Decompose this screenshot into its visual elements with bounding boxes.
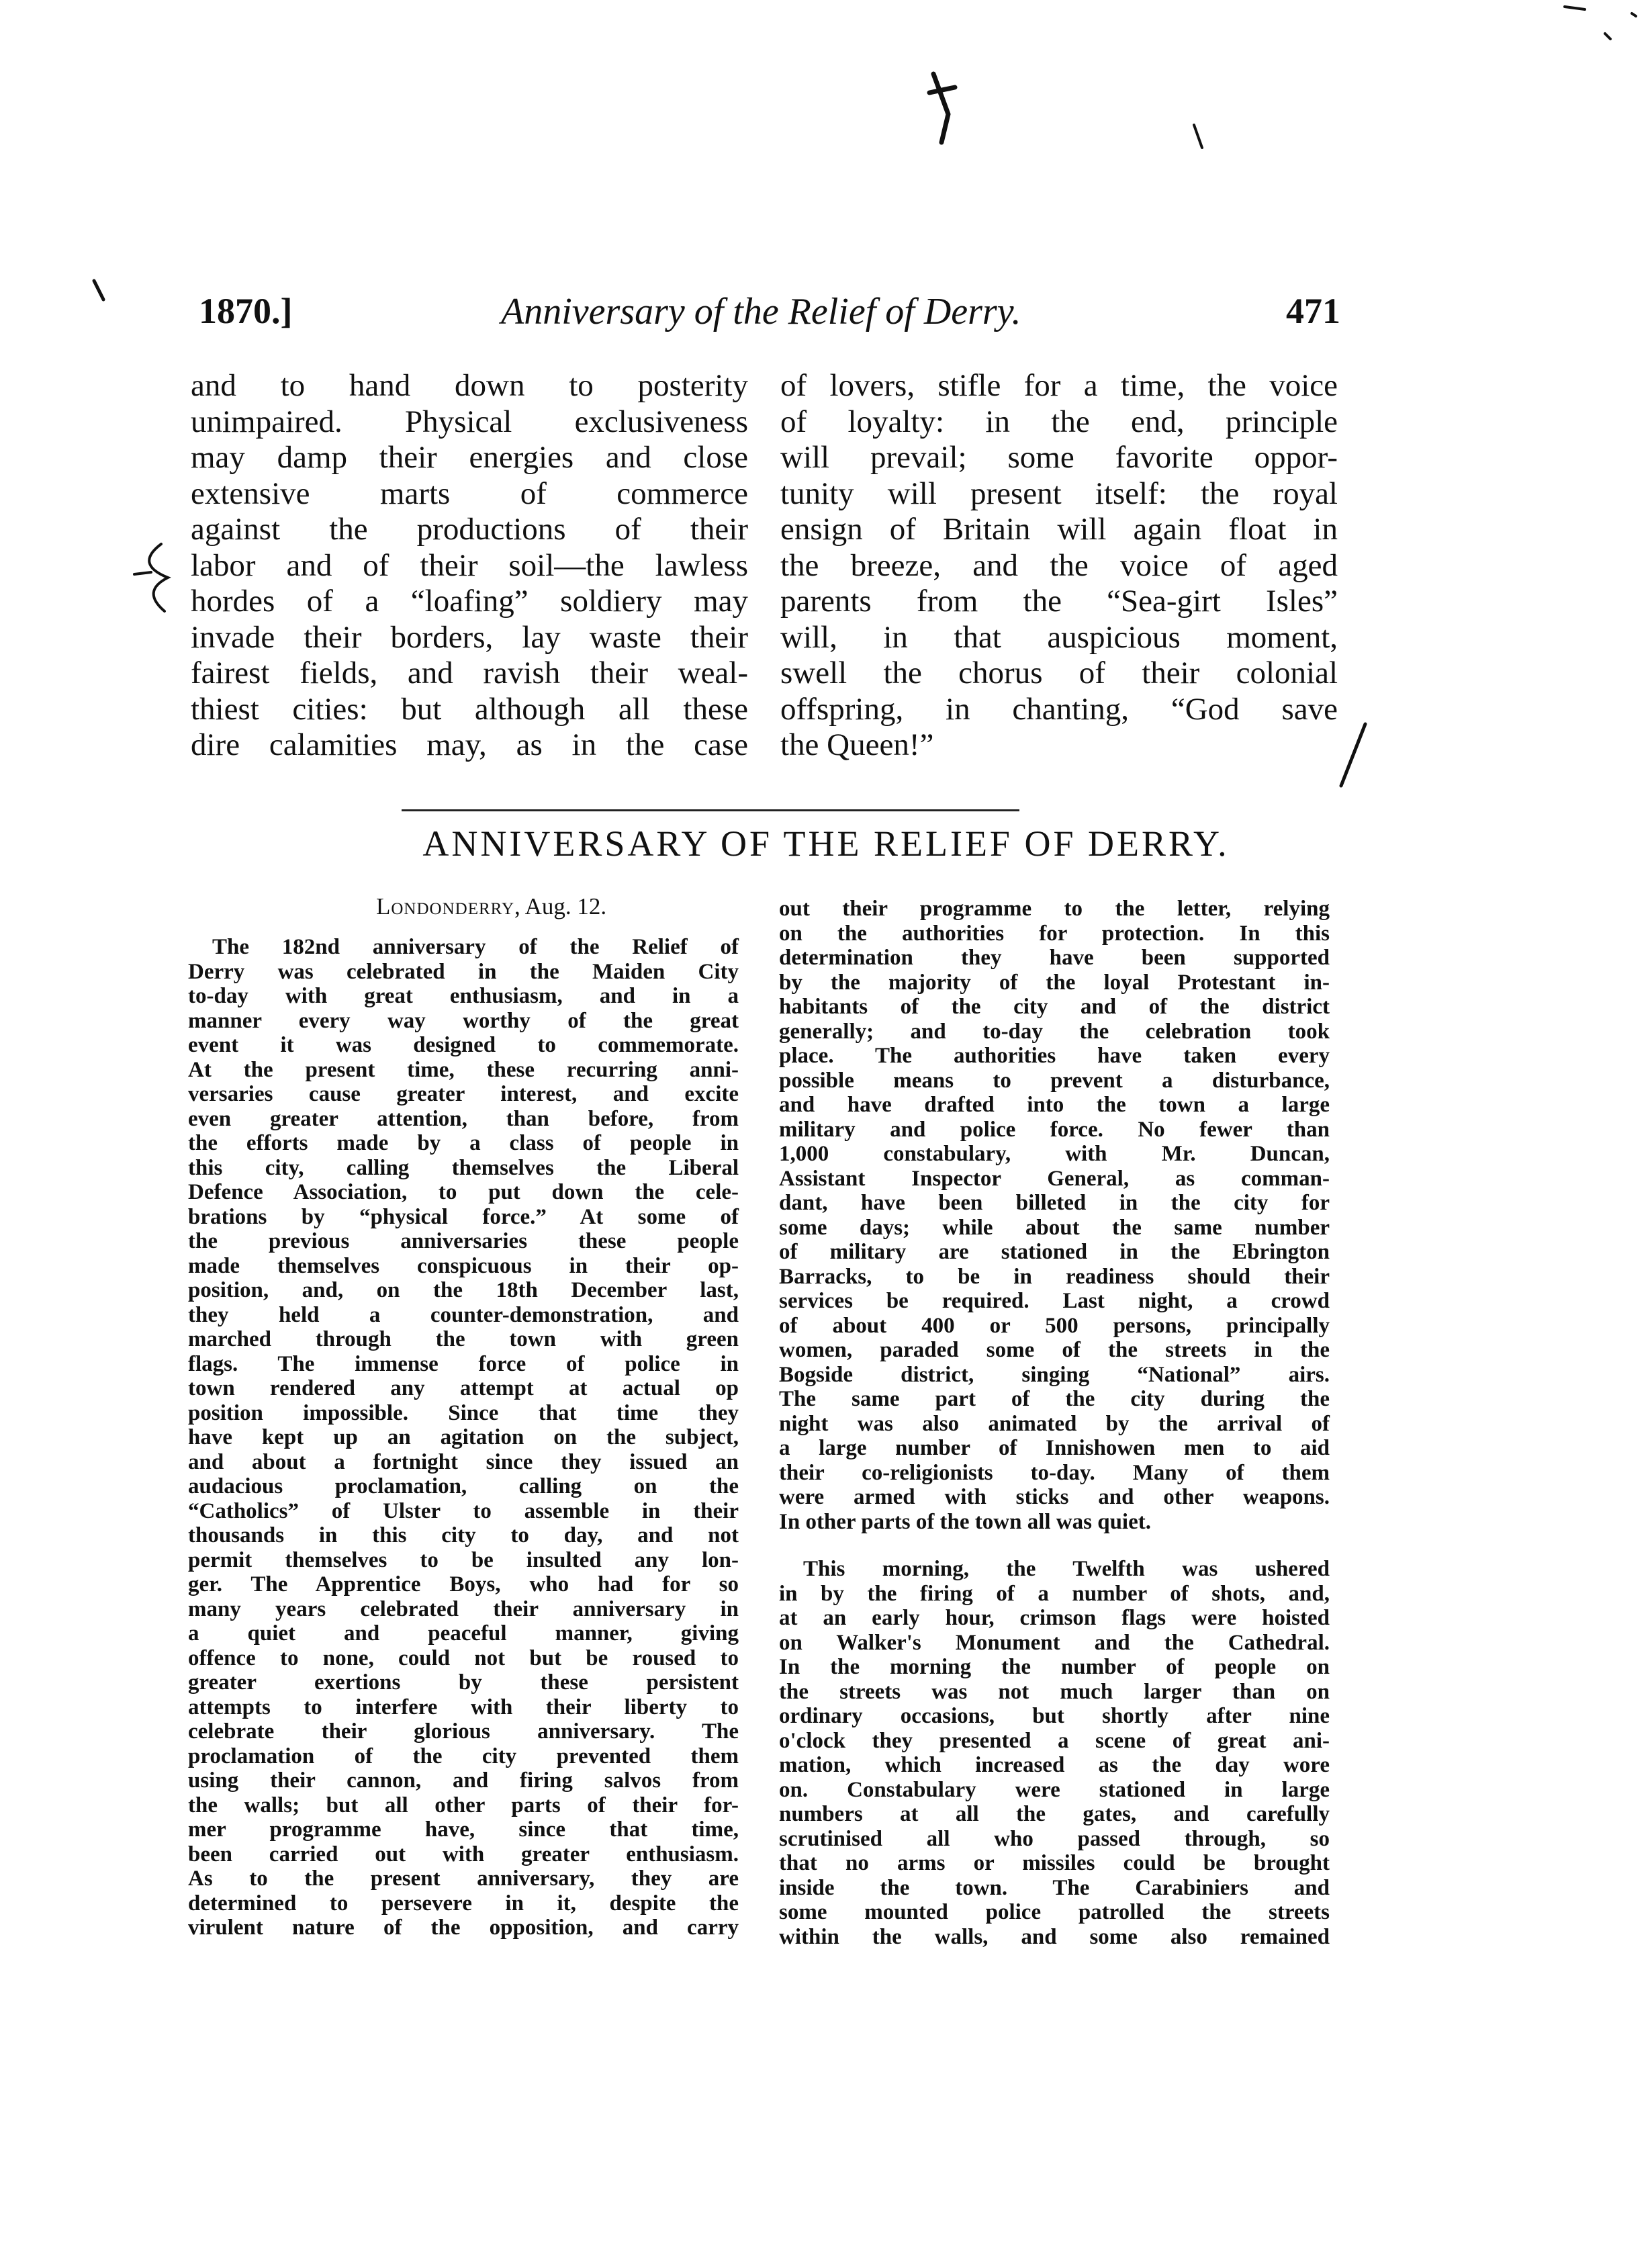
- margin-bracket-mark: [121, 537, 188, 618]
- text-line: ordinary occasions, but shortly after nine: [779, 1704, 1330, 1728]
- text-line: on Walker's Monument and the Cathedral.: [779, 1630, 1330, 1655]
- margin-slash-mark: [1333, 719, 1373, 793]
- text-line: they held a counter-demonstration, and: [188, 1302, 739, 1327]
- text-line: celebrate their glorious anniversary. The: [188, 1719, 739, 1744]
- text-line: flags. The immense force of police in: [188, 1351, 739, 1376]
- text-line: and to hand down to posterity: [191, 368, 748, 403]
- text-line: to-day with great enthusiasm, and in a: [188, 984, 739, 1008]
- text-line: of about 400 or 500 persons, principally: [779, 1313, 1330, 1338]
- text-line: versaries cause greater interest, and excite: [188, 1082, 739, 1106]
- text-line: numbers at all the gates, and carefully: [779, 1802, 1330, 1826]
- text-line: tunity will present itself: the royal: [780, 476, 1338, 511]
- text-line: marched through the town with green: [188, 1327, 739, 1351]
- text-line: scrutinised all who passed through, so: [779, 1826, 1330, 1851]
- text-line: of military are stationed in the Ebrington: [779, 1240, 1330, 1264]
- text-line: on the authorities for protection. In this: [779, 921, 1330, 946]
- text-line: place. The authorities have taken every: [779, 1044, 1330, 1068]
- text-line: the efforts made by a class of people in: [188, 1131, 739, 1155]
- text-line: habitants of the city and of the district: [779, 995, 1330, 1019]
- text-line: the Queen!”: [780, 727, 934, 762]
- text-line: At the present time, these recurring anni-: [188, 1057, 739, 1082]
- article-left-column: [188, 935, 739, 1940]
- speck-mid: [1189, 121, 1209, 154]
- text-line: event it was designed to commemorate.: [188, 1033, 739, 1057]
- text-line: position, and, on the 18th December last,: [188, 1278, 739, 1302]
- pen-mark-top: [920, 67, 967, 148]
- speck-left: [87, 275, 114, 309]
- text-line: In the morning the number of people on: [779, 1655, 1330, 1679]
- text-line: manner every way worthy of the great: [188, 1008, 739, 1033]
- header-year: 1870.]: [199, 291, 293, 331]
- text-line: inside the town. The Carabiniers and: [779, 1875, 1330, 1900]
- text-line: town rendered any attempt at actual op: [188, 1376, 739, 1400]
- text-line: were armed with sticks and other weapons.: [779, 1485, 1330, 1509]
- dateline: [376, 893, 606, 920]
- text-line: In other parts of the town all was quiet.: [779, 1509, 1151, 1534]
- text-line: As to the present anniversary, they are: [188, 1866, 739, 1891]
- text-line: by the majority of the loyal Protestant in-: [779, 970, 1330, 995]
- text-line: The same part of the city during the: [779, 1387, 1330, 1411]
- text-line: even greater attention, than before, from: [188, 1106, 739, 1131]
- text-line: fairest fields, and ravish their weal-: [191, 656, 748, 690]
- text-line: the breeze, and the voice of aged: [780, 547, 1338, 583]
- text-line: attempts to interfere with their liberty to: [188, 1695, 739, 1719]
- text-line: a large number of Innishowen men to aid: [779, 1436, 1330, 1460]
- text-line: This morning, the Twelfth was ushered: [803, 1557, 1330, 1581]
- text-line: permit themselves to be insulted any lon-: [188, 1547, 739, 1572]
- text-line: and have drafted into the town a large: [779, 1093, 1330, 1117]
- text-line: on. Constabulary were stationed in large: [779, 1777, 1330, 1802]
- text-line: Barracks, to be in readiness should their: [779, 1264, 1330, 1289]
- continued-text-left-column: [191, 368, 748, 764]
- text-line: the walls; but all other parts of their for-: [188, 1793, 739, 1817]
- text-line: determination they have been supported: [779, 946, 1330, 970]
- text-line: offspring, in chanting, “God save: [780, 691, 1338, 727]
- text-line: been carried out with greater enthusiasm.: [188, 1842, 739, 1866]
- section-divider-rule: [402, 809, 1019, 811]
- text-line: mation, which increased as the day wore: [779, 1753, 1330, 1777]
- text-line: a quiet and peaceful manner, giving: [188, 1621, 739, 1646]
- text-line: “Catholics” of Ulster to assemble in their: [188, 1498, 739, 1523]
- article-title: ANNIVERSARY OF THE RELIEF OF DERRY.: [422, 823, 1230, 864]
- text-line: possible means to prevent a disturbance,: [779, 1068, 1330, 1093]
- text-line: position impossible. Since that time they: [188, 1400, 739, 1425]
- text-line: this city, calling themselves the Liberal: [188, 1155, 739, 1180]
- text-line: Defence Association, to put down the cele-: [188, 1180, 739, 1204]
- text-line: audacious proclamation, calling on the: [188, 1474, 739, 1498]
- text-line: out their programme to the letter, relying: [779, 897, 1330, 921]
- text-line: some days; while about the same number: [779, 1215, 1330, 1240]
- text-line: labor and of their soil—the lawless: [191, 547, 748, 583]
- text-line: of lovers, stifle for a time, the voice: [780, 368, 1338, 403]
- text-line: mer programme have, since that time,: [188, 1817, 739, 1842]
- text-line: of loyalty: in the end, principle: [780, 404, 1338, 439]
- text-line: women, paraded some of the streets in the: [779, 1338, 1330, 1362]
- page-number: 471: [1286, 291, 1340, 331]
- text-line: invade their borders, lay waste their: [191, 619, 748, 655]
- text-line: proclamation of the city prevented them: [188, 1744, 739, 1768]
- text-line: made themselves conspicuous in their op-: [188, 1253, 739, 1278]
- text-line: the streets was not much larger than on: [779, 1679, 1330, 1704]
- text-line: o'clock they presented a scene of great ani-: [779, 1728, 1330, 1753]
- text-line: extensive marts of commerce: [191, 476, 748, 511]
- text-line: swell the chorus of their colonial: [780, 656, 1338, 690]
- dateline-place: Londonderry: [376, 893, 514, 919]
- text-line: thiest cities: but although all these: [191, 691, 748, 727]
- text-line: many years celebrated their anniversary in: [188, 1596, 739, 1621]
- continued-text-right-column: [780, 368, 1338, 764]
- text-line: thousands in this city to day, and not: [188, 1523, 739, 1547]
- text-line: The 182nd anniversary of the Relief of: [212, 935, 739, 959]
- text-line: will prevail; some favorite oppor-: [780, 440, 1338, 475]
- text-line: services be required. Last night, a crowd: [779, 1289, 1330, 1313]
- text-line: Assistant Inspector General, as comman-: [779, 1166, 1330, 1191]
- text-line: military and police force. No fewer than: [779, 1117, 1330, 1142]
- text-line: Bogside district, singing “National” airs.: [779, 1362, 1330, 1387]
- text-line: in by the firing of a number of shots, and,: [779, 1581, 1330, 1606]
- dateline-date: , Aug. 12.: [514, 893, 607, 919]
- text-line: ensign of Britain will again float in: [780, 512, 1338, 547]
- text-line: Derry was celebrated in the Maiden City: [188, 959, 739, 984]
- text-line: using their cannon, and firing salvos from: [188, 1768, 739, 1793]
- text-line: 1,000 constabulary, with Mr. Duncan,: [779, 1142, 1330, 1166]
- paragraph-gap: [779, 1534, 1330, 1557]
- text-line: night was also animated by the arrival of: [779, 1411, 1330, 1436]
- text-line: brations by “physical force.” At some of: [188, 1204, 739, 1229]
- text-line: dire calamities may, as in the case: [191, 727, 748, 762]
- speck-corner: [1558, 0, 1652, 54]
- header-title: Anniversary of the Relief of Derry.: [501, 291, 1021, 332]
- text-line: within the walls, and some also remained: [779, 1924, 1330, 1949]
- text-line: may damp their energies and close: [191, 440, 748, 475]
- text-line: generally; and to-day the celebration took: [779, 1019, 1330, 1044]
- text-line: that no arms or missiles could be brought: [779, 1851, 1330, 1875]
- text-line: parents from the “Sea-girt Isles”: [780, 584, 1338, 619]
- text-line: at an early hour, crimson flags were hoisted: [779, 1606, 1330, 1630]
- text-line: ger. The Apprentice Boys, who had for so: [188, 1572, 739, 1596]
- text-line: dant, have been billeted in the city for: [779, 1191, 1330, 1215]
- text-line: offence to none, could not but be roused to: [188, 1646, 739, 1670]
- text-line: virulent nature of the opposition, and carry: [188, 1916, 739, 1940]
- text-line: unimpaired. Physical exclusiveness: [191, 404, 748, 439]
- text-line: will, in that auspicious moment,: [780, 619, 1338, 655]
- text-line: determined to persevere in it, despite the: [188, 1891, 739, 1916]
- text-line: have kept up an agitation on the subject,: [188, 1425, 739, 1449]
- article-right-column: [779, 897, 1330, 1949]
- text-line: the previous anniversaries these people: [188, 1229, 739, 1253]
- running-head: [199, 290, 1340, 337]
- text-line: against the productions of their: [191, 512, 748, 547]
- text-line: their co-religionists to-day. Many of them: [779, 1460, 1330, 1485]
- text-line: greater exertions by these persistent: [188, 1670, 739, 1695]
- text-line: and about a fortnight since they issued an: [188, 1449, 739, 1474]
- text-line: hordes of a “loafing” soldiery may: [191, 584, 748, 619]
- text-line: some mounted police patrolled the streets: [779, 1900, 1330, 1924]
